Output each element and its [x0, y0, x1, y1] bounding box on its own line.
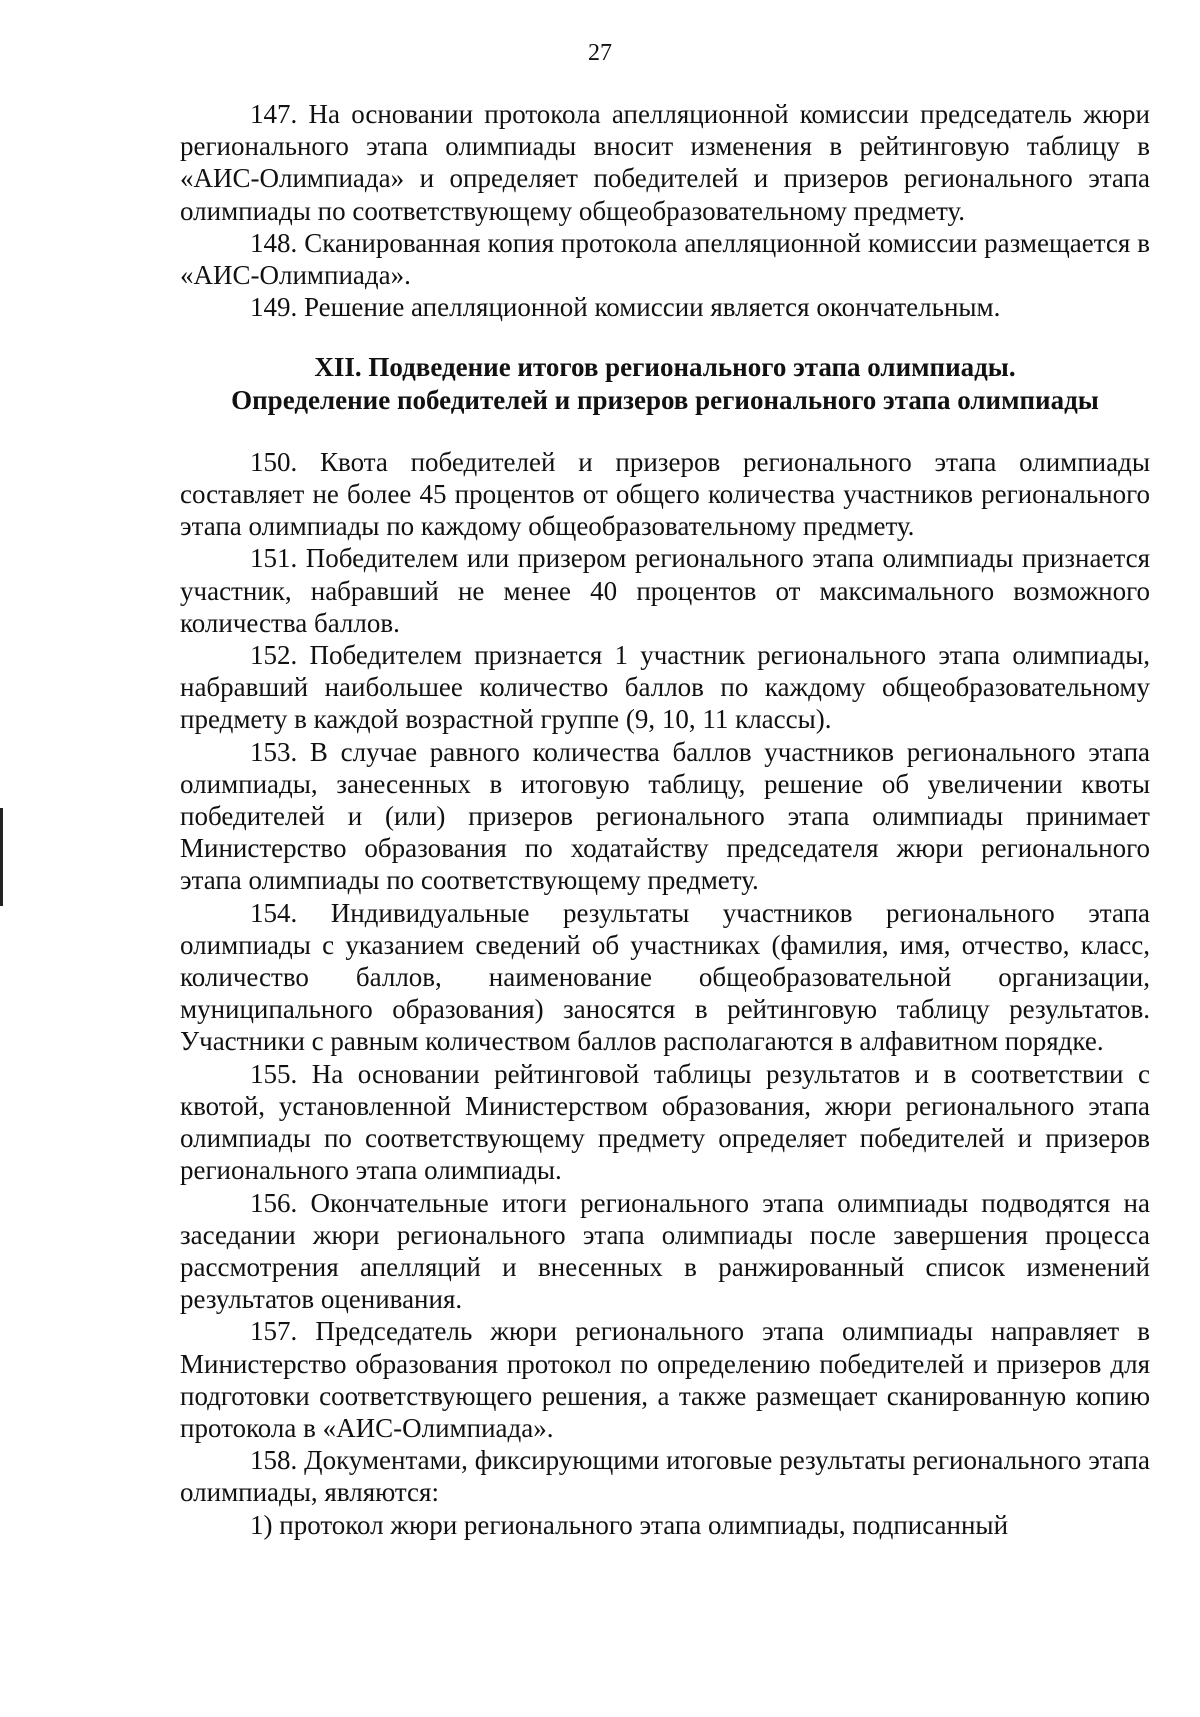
paragraph-150: 150. Квота победителей и призеров регионального этапа олимпиады составляет не более 45 процентов от общего количества участников регионального этапа олимпиады по каждому общеобразовательному предмету. — [180, 446, 1150, 542]
paragraph-158: 158. Документами, фиксирующими итоговые результаты регионального этапа олимпиады, являются: — [180, 1445, 1150, 1508]
list-item-1: 1) протокол жюри регионального этапа олимпиады, подписанный — [250, 1509, 1009, 1540]
section-heading — [180, 351, 1150, 415]
section-heading-line-1: XII. Подведение итогов регионального этапа олимпиады. — [314, 352, 1016, 383]
paragraph-157: 157. Председатель жюри регионального этапа олимпиады направляет в Министерство образования протокол по определению победителей и призеров для подготовки соответствующего решения, а также размещает сканированную копию протокола в «АИС-Олимпиада». — [180, 1316, 1150, 1443]
paragraph-156: 156. Окончательные итоги регионального этапа олимпиады подводятся на заседании жюри регионального этапа олимпиады после завершения процесса рассмотрения апелляций и внесенных в ранжированный список изменений результатов оценивания. — [180, 1187, 1150, 1315]
paragraph-151: 151. Победителем или призером регионального этапа олимпиады признается участник, набравший не менее 40 процентов от максимального возможного количества баллов. — [180, 543, 1150, 638]
paragraph-149: 149. Решение апелляционной комиссии является окончательным. — [250, 292, 1001, 323]
document-body — [180, 98, 1150, 1541]
paragraph-147: 147. На основании протокола апелляционной комиссии председатель жюри регионального этапа олимпиады вносит изменения в рейтинговую таблицу в «АИС-Олимпиада» и определяет победителей и призеров регионального этапа олимпиады по соответствующему общеобразовательному предмету. — [180, 99, 1150, 226]
paragraph-153: 153. В случае равного количества баллов участников регионального этапа олимпиады, занесенных в итоговую таблицу, решение об увеличении квоты победителей и (или) призеров регионального этапа олимпиады принимает Министерство образования по ходатайству председателя жюри регионального этапа олимпиады по соответствующему предмету. — [180, 736, 1150, 896]
paragraph-152: 152. Победителем признается 1 участник регионального этапа олимпиады, набравший наибольшее количество баллов по каждому общеобразовательному предмету в каждой возрастной группе (9, 10, 11 классы). — [180, 640, 1150, 735]
paragraph-148: 148. Сканированная копия протокола апелляционной комиссии размещается в «АИС-Олимпиада». — [180, 227, 1150, 291]
paragraph-154: 154. Индивидуальные результаты участников регионального этапа олимпиады с указанием сведений об участниках (фамилия, имя, отчество, класс, количество баллов, наименование общеобразовательной организации, муниципального образования) заносятся в рейтинговую таблицу результатов. Участники с равным количеством баллов располагаются в алфавитном порядке. — [180, 897, 1150, 1057]
scan-edge-mark — [0, 808, 3, 906]
section-heading-line-2: Определение победителей и призеров регионального этапа олимпиады — [231, 384, 1099, 415]
page-number: 27 — [588, 40, 612, 66]
paragraph-155: 155. На основании рейтинговой таблицы результатов и в соответствии с квотой, установленной Министерством образования, жюри регионального этапа олимпиады по соответствующему предмету определяет победителей и призеров регионального этапа олимпиады. — [180, 1058, 1150, 1186]
